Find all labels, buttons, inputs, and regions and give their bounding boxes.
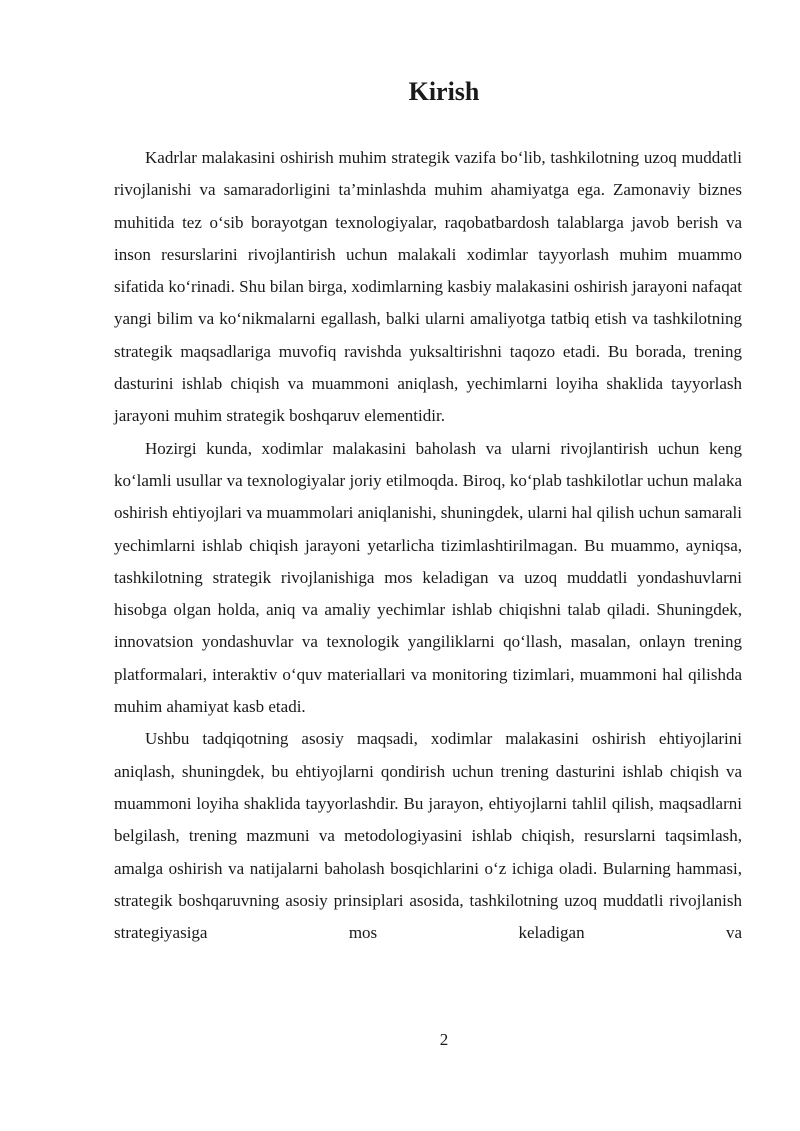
body-text	[114, 142, 742, 949]
paragraph-1: Kadrlar malakasini oshirish muhim strategik vazifa bo‘lib, tashkilotning uzoq muddatli rivojlanishi va samaradorligini ta’minlashda muhim ahamiyatga ega. Zamonaviy biznes muhitida tez o‘sib borayotgan texnologiyalar, raqobatbardosh talablarga javob berish va inson resurslarini rivojlantirish uchun malakali xodimlar tayyorlash muhim muammo sifatida ko‘rinadi. Shu bilan birga, xodimlarning kasbiy malakasini oshirish jarayoni nafaqat yangi bilim va ko‘nikmalarni egallash, balki ularni amaliyotga tatbiq etish va tashkilotning strategik maqsadlariga muvofiq ravishda yuksaltirishni taqozo etadi. Bu borada, trening dasturini ishlab chiqish va muammoni aniqlash, yechimlarni loyiha shaklida tayyorlash jarayoni muhim strategik boshqaruv elementidir.	[114, 148, 742, 426]
page-title: Kirish	[408, 77, 480, 106]
page-number: 2	[439, 1030, 449, 1049]
paragraph-3: Ushbu tadqiqotning asosiy maqsadi, xodimlar malakasini oshirish ehtiyojlarini aniqlash, shuningdek, bu ehtiyojlarni qondirish uchun trening dasturini ishlab chiqish va muammoni loyiha shaklida tayyorlashdir. Bu jarayon, ehtiyojlarni tahlil qilish, maqsadlarni belgilash, trening mazmuni va metodologiyasini ishlab chiqish, resurslarni taqsimlash, amalga oshirish va natijalarni baholash bosqichlarini o‘z ichiga oladi. Bularning hammasi, strategik boshqaruvning asosiy prinsiplari asosida, tashkilotning uzoq muddatli rivojlanish strategiyasiga mos keladigan va	[114, 729, 742, 943]
paragraph-2: Hozirgi kunda, xodimlar malakasini baholash va ularni rivojlantirish uchun keng ko‘lamli usullar va texnologiyalar joriy etilmoqda. Biroq, ko‘plab tashkilotlar uchun malaka oshirish ehtiyojlari va muammolari aniqlanishi, shuningdek, ularni hal qilish uchun samarali yechimlarni ishlab chiqish jarayoni yetarlicha tizimlashtirilmagan. Bu muammo, ayniqsa, tashkilotning strategik rivojlanishiga mos keladigan va uzoq muddatli yondashuvlarni hisobga olgan holda, aniq va amaliy yechimlar ishlab chiqishni talab qiladi. Shuningdek, innovatsion yondashuvlar va texnologik yangiliklarni qo‘llash, masalan, onlayn trening platformalari, interaktiv o‘quv materiallari va monitoring tizimlari, muammoni hal qilishda muhim ahamiyat kasb etadi.	[114, 438, 742, 717]
